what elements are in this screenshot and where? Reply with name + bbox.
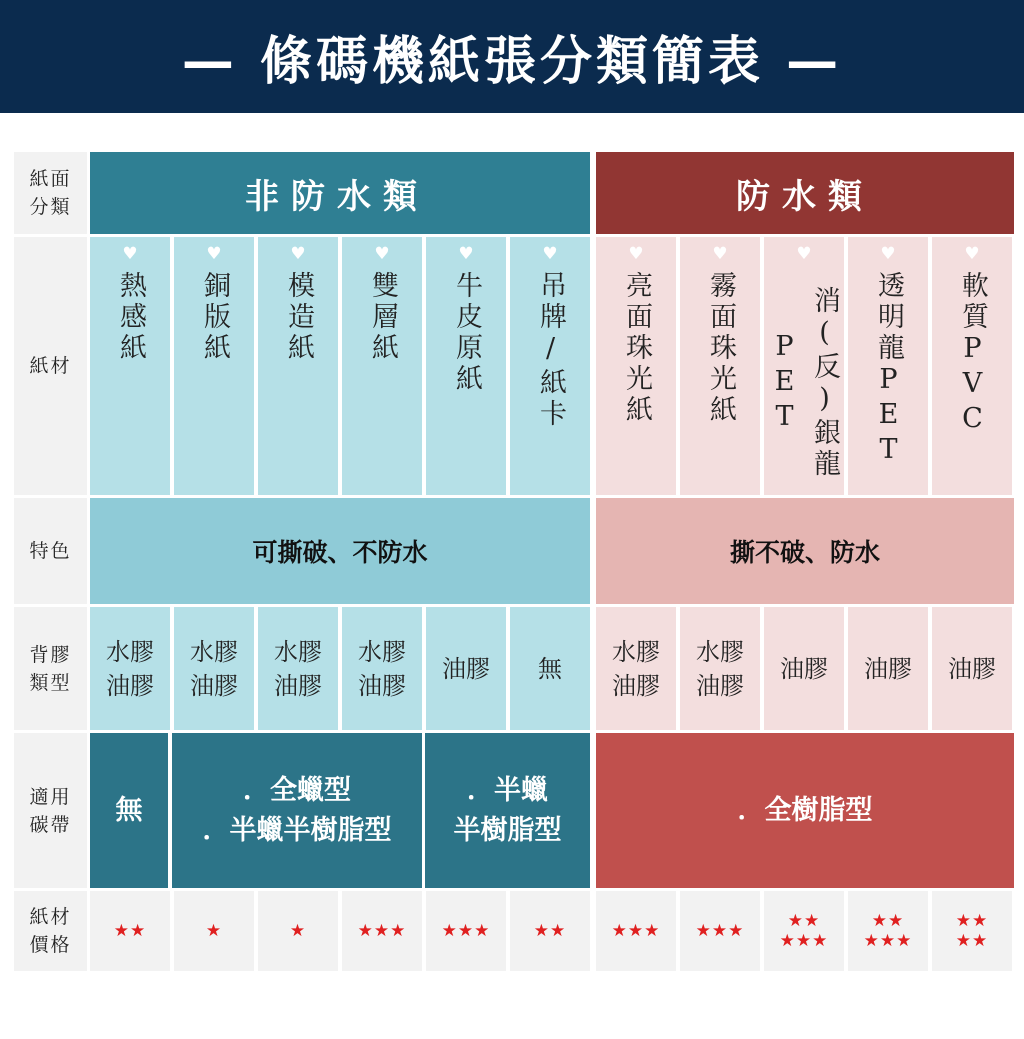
- price-stars: ★★ ★★★: [764, 891, 844, 971]
- material-name: 模造紙: [283, 271, 314, 364]
- adhesive-cell: 水膠 油膠: [90, 607, 170, 730]
- heart-icon: ♥: [290, 244, 306, 264]
- material-cell: [932, 237, 1012, 495]
- material-name: 亮面珠光紙: [621, 271, 652, 426]
- feature-waterproof: 撕不破、防水: [596, 498, 1014, 604]
- adhesive-cell: 油膠: [848, 607, 928, 730]
- adhesive-cell: 水膠 油膠: [174, 607, 254, 730]
- material-cell: [680, 237, 760, 495]
- heart-icon: ♥: [964, 244, 980, 264]
- row-label-price: 紙材 價格: [14, 891, 87, 971]
- group-header-waterproof: 防水類: [596, 152, 1014, 234]
- heart-icon: ♥: [880, 244, 896, 264]
- adhesive-cell: 水膠 油膠: [342, 607, 422, 730]
- feature-non-waterproof: 可撕破、不防水: [90, 498, 590, 604]
- material-cell: [174, 237, 254, 495]
- ribbon-none: 無: [90, 733, 168, 888]
- title-banner: [0, 0, 1024, 113]
- material-cell: [342, 237, 422, 495]
- row-label-feature: 特色: [14, 498, 87, 604]
- adhesive-cell: 水膠 油膠: [596, 607, 676, 730]
- ribbon-semi-group: ．半蠟 半樹脂型: [425, 733, 590, 888]
- heart-icon: ♥: [206, 244, 222, 264]
- heart-icon: ♥: [712, 244, 728, 264]
- adhesive-cell: 油膠: [764, 607, 844, 730]
- price-stars: ★★★: [680, 891, 760, 971]
- material-cell: [510, 237, 590, 495]
- heart-icon: ♥: [796, 244, 812, 264]
- material-name: 銅版紙: [199, 271, 230, 364]
- price-stars: ★★: [90, 891, 170, 971]
- adhesive-cell: 水膠 油膠: [680, 607, 760, 730]
- heart-icon: ♥: [122, 244, 138, 264]
- price-stars: ★★★: [342, 891, 422, 971]
- heart-icon: ♥: [374, 244, 390, 264]
- price-stars: ★★: [510, 891, 590, 971]
- price-stars: ★: [174, 891, 254, 971]
- price-stars: ★★ ★★: [932, 891, 1012, 971]
- row-label-ribbon: 適用 碳帶: [14, 733, 87, 888]
- ribbon-resin-group: ．全樹脂型: [596, 733, 1014, 888]
- material-cell: [90, 237, 170, 495]
- material-cell: [596, 237, 676, 495]
- material-cell: [848, 237, 928, 495]
- price-stars: ★★★: [596, 891, 676, 971]
- page-title: — 條碼機紙張分類簡表 —: [181, 32, 843, 92]
- ribbon-wax-group: ．全蠟型 ．半蠟半樹脂型: [172, 733, 422, 888]
- material-name: 透明龍PET: [873, 271, 904, 469]
- adhesive-cell: 無: [510, 607, 590, 730]
- material-name: 軟質PVC: [957, 271, 988, 438]
- material-name: 雙層紙: [367, 271, 398, 364]
- material-cell: [426, 237, 506, 495]
- material-cell: [764, 237, 844, 495]
- adhesive-cell: 油膠: [426, 607, 506, 730]
- material-name: 霧面珠光紙: [705, 271, 736, 426]
- material-name: 吊牌/紙卡: [535, 271, 566, 430]
- material-name: 熱感紙: [115, 271, 146, 364]
- row-label-material: 紙材: [14, 237, 87, 495]
- price-stars: ★: [258, 891, 338, 971]
- row-label-category: 紙面 分類: [14, 152, 87, 234]
- material-cell: [258, 237, 338, 495]
- price-stars: ★★ ★★★: [848, 891, 928, 971]
- adhesive-cell: 油膠: [932, 607, 1012, 730]
- price-stars: ★★★: [426, 891, 506, 971]
- adhesive-cell: 水膠 油膠: [258, 607, 338, 730]
- group-header-non-waterproof: 非防水類: [90, 152, 590, 234]
- heart-icon: ♥: [542, 244, 558, 264]
- material-name: 牛皮原紙: [451, 271, 482, 395]
- heart-icon: ♥: [628, 244, 644, 264]
- heart-icon: ♥: [458, 244, 474, 264]
- row-label-adhesive: 背膠 類型: [14, 607, 87, 730]
- material-name: 消(反)銀龍PET: [769, 286, 840, 480]
